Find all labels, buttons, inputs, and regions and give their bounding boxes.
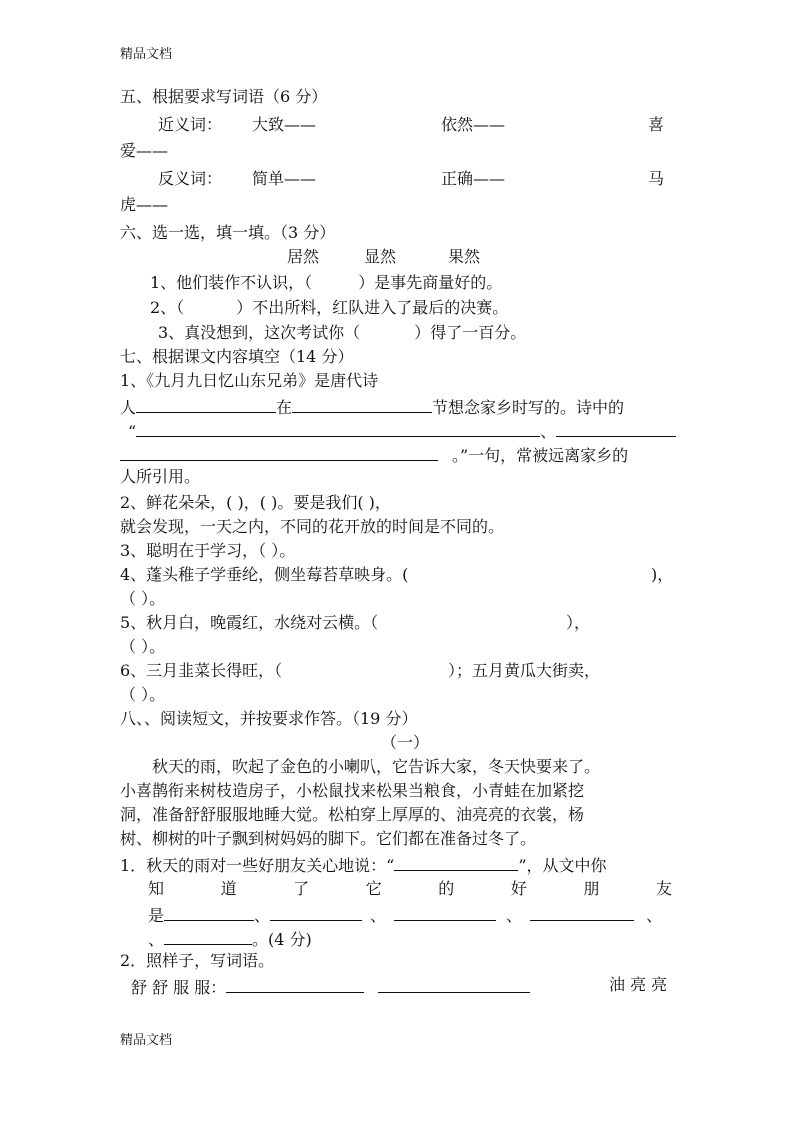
s8-q1-shi: 是 xyxy=(148,906,165,925)
s7-q1-ren: 人 xyxy=(120,398,137,417)
s7-q5-line2: （ ）。 xyxy=(120,637,166,656)
spread-char: 知 xyxy=(148,879,165,898)
s7-q1-line5: 人所引用。 xyxy=(120,467,201,486)
s7-q6-line1b: ）；五月黄瓜大街卖， xyxy=(448,661,601,680)
s8-q1-line3 xyxy=(148,902,662,927)
passage-number: （一） xyxy=(381,733,430,752)
friend-blank-3[interactable] xyxy=(394,902,496,921)
s7-q5-line1a: 5、秋月白，晚霞红，水绕对云横。（ xyxy=(120,613,379,632)
s7-q2-line2: 就会发现，一天之内，不同的花开放的时间是不同的。 xyxy=(120,517,505,536)
spread-char: 友 xyxy=(655,879,672,898)
separator: 、 xyxy=(506,906,523,925)
poem-line-blank-1[interactable] xyxy=(136,418,540,437)
antonym-label: 反义词： xyxy=(158,169,223,188)
s7-q3-line: 3、聪明在于学习，（ ）。 xyxy=(120,541,296,560)
synonym-3-end: 爱—— xyxy=(120,141,169,160)
synonym-3-start: 喜 xyxy=(648,115,665,134)
s6-q3-text-a: 3、真没想到，这次考试你（ xyxy=(158,323,361,342)
word-blank-1[interactable] xyxy=(226,974,364,993)
separator: 、 xyxy=(148,930,165,949)
s8-q1-line2 xyxy=(148,878,672,900)
word-blank-2[interactable] xyxy=(378,974,530,993)
s6-q1-text-a: 1、他们装作不认识，（ xyxy=(150,273,313,292)
s6-q2-text-a: 2、（ xyxy=(150,298,185,317)
s6-q3-text-b: ）得了一百分。 xyxy=(414,323,527,342)
festival-blank[interactable] xyxy=(292,394,432,413)
s6-question-3 xyxy=(158,322,526,344)
antonym-1: 简单—— xyxy=(252,169,317,188)
spread-char: 道 xyxy=(220,879,237,898)
poem-line-blank-2[interactable] xyxy=(556,418,676,437)
poem-line-blank-3[interactable] xyxy=(120,442,438,461)
s8-q1-text-a: 1．秋天的雨对一些好朋友关心地说：“ xyxy=(120,856,395,875)
s7-q1-line2 xyxy=(120,394,624,419)
s7-q1-rest: 节想念家乡时写的。诗中的 xyxy=(432,398,625,417)
s7-q2-line1: 2、鲜花朵朵，( )，( )。要是我们( )， xyxy=(120,493,391,512)
example-word: 舒 舒 服 服： xyxy=(131,978,227,997)
example-word-2: 油 亮 亮 xyxy=(609,975,668,994)
spread-char: 朋 xyxy=(583,879,600,898)
synonym-label: 近义词： xyxy=(158,115,223,134)
spread-char: 它 xyxy=(365,879,382,898)
s7-q5-line1b: ）， xyxy=(566,613,591,632)
s7-q1-comma: 、 xyxy=(540,422,557,441)
spread-char: 好 xyxy=(510,879,527,898)
s8-q1-line1 xyxy=(120,852,607,877)
separator: 、 xyxy=(370,906,387,925)
page-header: 精品文档 xyxy=(120,47,173,62)
option-2: 显然 xyxy=(364,247,397,266)
synonym-1: 大致—— xyxy=(252,115,317,134)
friend-blank-1[interactable] xyxy=(164,902,254,921)
antonym-2: 正确—— xyxy=(441,169,506,188)
s7-q1-line3 xyxy=(128,418,676,443)
s6-question-1 xyxy=(150,272,502,294)
poet-blank[interactable] xyxy=(136,394,276,413)
s7-q4-line1b: )， xyxy=(651,565,674,584)
s8-q1-text-b: ”，从文中你 xyxy=(518,856,607,875)
s8-q2-line xyxy=(131,974,530,999)
spread-char: 的 xyxy=(438,879,455,898)
spread-char: 了 xyxy=(293,879,310,898)
section-5-title: 五、根据要求写词语（6 分） xyxy=(120,87,328,106)
option-3: 果然 xyxy=(448,247,481,266)
passage-line-3: 洞，准备舒舒服服地睡大觉。松柏穿上厚厚的、油亮亮的衣裳，杨 xyxy=(120,805,585,824)
passage-line-2: 小喜鹊衔来树枝造房子，小松鼠找来松果当粮食，小青蛙在加紧挖 xyxy=(120,781,585,800)
option-1: 居然 xyxy=(287,247,320,266)
antonym-3-end: 虎—— xyxy=(120,195,169,214)
section-8-title: 八、、阅读短文，并按要求作答。（19 分） xyxy=(120,709,418,728)
s6-question-2 xyxy=(150,297,508,319)
friend-blank-5[interactable] xyxy=(164,926,252,945)
antonym-3-start: 马 xyxy=(648,169,665,188)
quote-blank[interactable] xyxy=(394,852,518,871)
synonym-2: 依然—— xyxy=(441,115,506,134)
s6-q1-text-b: ）是事先商量好的。 xyxy=(358,273,503,292)
s7-q6-line2: （ ）。 xyxy=(120,685,166,704)
s7-q4-line2: （ ）。 xyxy=(120,589,166,608)
section-7-title: 七、根据课文内容填空（14 分） xyxy=(120,347,354,366)
s7-q1-quote-open: “ xyxy=(128,422,137,441)
page-footer: 精品文档 xyxy=(120,1033,173,1048)
friend-blank-4[interactable] xyxy=(530,902,634,921)
s8-q2-title: 2．照样子，写词语。 xyxy=(120,951,275,970)
s7-q1-line1: 1、《九月九日忆山东兄弟》是唐代诗 xyxy=(120,371,379,390)
s7-q6-line1a: 6、三月韭菜长得旺，（ xyxy=(120,661,283,680)
s6-q2-text-b: ）不出所料，红队进入了最后的决赛。 xyxy=(236,298,509,317)
s8-q1-end: 。(4 分) xyxy=(252,930,312,949)
passage-line-4: 树、柳树的叶子飘到树妈妈的脚下。它们都在准备过冬了。 xyxy=(120,829,537,848)
s7-q4-line1a: 4、蓬头稚子学垂纶，侧坐莓苔草映身。( xyxy=(120,565,409,584)
s7-q1-tail: 。”一句，常被远离家乡的 xyxy=(452,446,629,465)
s8-q1-line4 xyxy=(148,926,312,951)
friend-blank-2[interactable] xyxy=(270,902,362,921)
separator: 、 xyxy=(646,906,663,925)
section-6-title: 六、选一选，填一填。（3 分） xyxy=(120,223,336,242)
separator: 、 xyxy=(254,906,271,925)
passage-line-1: 秋天的雨，吹起了金色的小喇叭，它告诉大家，冬天快要来了。 xyxy=(152,757,601,776)
s7-q1-line4 xyxy=(120,442,628,467)
s7-q1-zai: 在 xyxy=(276,398,293,417)
